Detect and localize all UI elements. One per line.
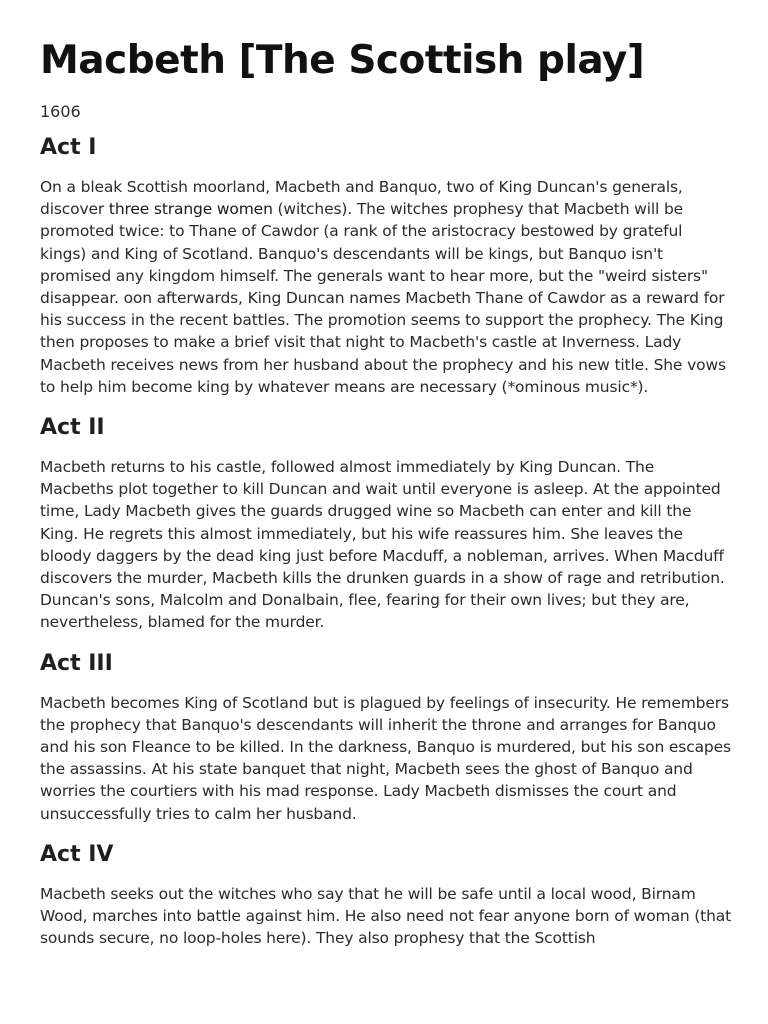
act-4-summary: Macbeth seeks out the witches who say that he will be safe until a local wood, Birnam Wood, marches into battle against him. He also need not fear anyone born of woman (that sounds secure, no loop-holes here). They also prophesy that the Scottish: [40, 884, 732, 948]
page-title: Macbeth [The Scottish play]: [40, 38, 645, 83]
document-page: [40, 0, 732, 949]
act-1-summary: [40, 176, 732, 398]
act-3-heading: Act III: [40, 650, 113, 676]
act-2-heading: Act II: [40, 415, 105, 441]
act-2-summary: Macbeth returns to his castle, followed almost immediately by King Duncan. The Macbeths plot together to kill Duncan and wait until everyone is asleep. At the appointed time, Lady Macbeth gives the guards drugged wine so Macbeth can enter and kill the King. He regrets this almost immediately, but his wife reassures him. She leaves the bloody daggers by the dead king just before Macduff, a nobleman, arrives. When Macduff discovers the murder, Macbeth kills the drunken guards in a show of rage and retribution. Duncan's sons, Malcolm and Donalbain, flee, fearing for their own lives; but they are, nevertheless, blamed for the murder.: [40, 458, 725, 632]
act-1-text-after: (witches). The witches prophesy that Macbeth will be promoted twice: to Thane of Cawdor (a rank of the aristocracy bestowed by grateful kings) and King of Scotland. Banquo's descendants will be kings, but Banquo isn't promised any kingdom himself. The generals want to hear more, but the "weird sisters" disappear. oon afterwards, King Duncan names Macbeth Thane of Cawdor as a reward for his success in the recent battles. The promotion seems to support the prophecy. The King then proposes to make a brief visit that night to Macbeth's castle at Inverness. Lady Macbeth receives news from her husband about the prophecy and his new title. She vows to help him become king by whatever means are necessary (*ominous music*).: [40, 200, 726, 396]
act-1-text-before: On a bleak Scottish moorland, Macbeth and Banquo, two of King Duncan's generals, discover: [40, 178, 683, 219]
act-1-heading: Act I: [40, 135, 97, 160]
act-3-summary: Macbeth becomes King of Scotland but is plagued by feelings of insecurity. He remembers the prophecy that Banquo's descendants will inherit the throne and arranges for Banquo and his son Fleance to be killed. In the darkness, Banquo is murdered, but his son escapes the assassins. At his state banquet that night, Macbeth sees the ghost of Banquo and worries the courtiers with his mad response. Lady Macbeth dismisses the court and unsuccessfully tries to calm her husband.: [40, 693, 731, 823]
three-strange-women-link[interactable]: three strange women: [108, 200, 273, 219]
publication-year: 1606: [40, 102, 81, 121]
act-4-heading: Act IV: [40, 841, 114, 867]
